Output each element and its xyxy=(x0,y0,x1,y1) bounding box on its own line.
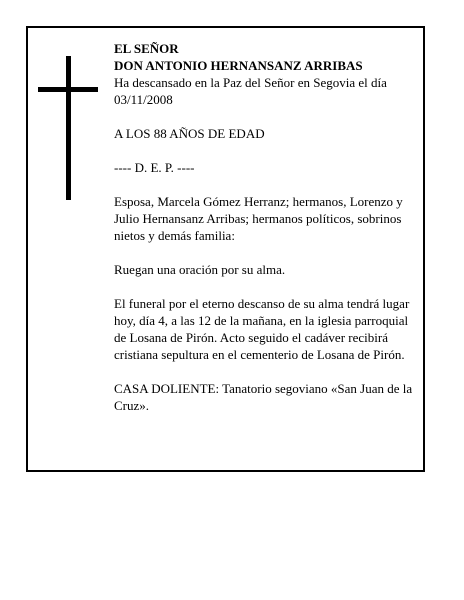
title-line-1: EL SEÑOR xyxy=(114,41,179,56)
deceased-name: DON ANTONIO HERNANSANZ ARRIBAS xyxy=(114,58,363,73)
family-paragraph: Esposa, Marcela Gómez Herranz; hermanos, Lorenzo y Julio Hernansanz Arribas; hermanos políticos, sobrinos nietos y demás familia: xyxy=(114,194,403,243)
obituary-notice xyxy=(26,26,425,472)
obituary-text xyxy=(114,40,420,431)
cross-icon xyxy=(38,56,98,200)
dep-line: ---- D. E. P. ---- xyxy=(114,160,195,175)
cross-vertical-bar xyxy=(66,56,71,200)
rest-statement: Ha descansado en la Paz del Señor en Segovia el día 03/11/2008 xyxy=(114,75,387,107)
age-statement: A LOS 88 AÑOS DE EDAD xyxy=(114,126,265,141)
cross-horizontal-bar xyxy=(38,87,98,92)
house-paragraph: CASA DOLIENTE: Tanatorio segoviano «San Juan de la Cruz». xyxy=(114,381,413,413)
prayer-paragraph: Ruegan una oración por su alma. xyxy=(114,262,286,277)
funeral-paragraph: El funeral por el eterno descanso de su alma tendrá lugar hoy, día 4, a las 12 de la mañana, en la iglesia parroquial de Losana de Pirón. Acto seguido el cadáver recibirá cristiana sepultura en el cementerio de Losana de Pirón. xyxy=(114,296,410,362)
